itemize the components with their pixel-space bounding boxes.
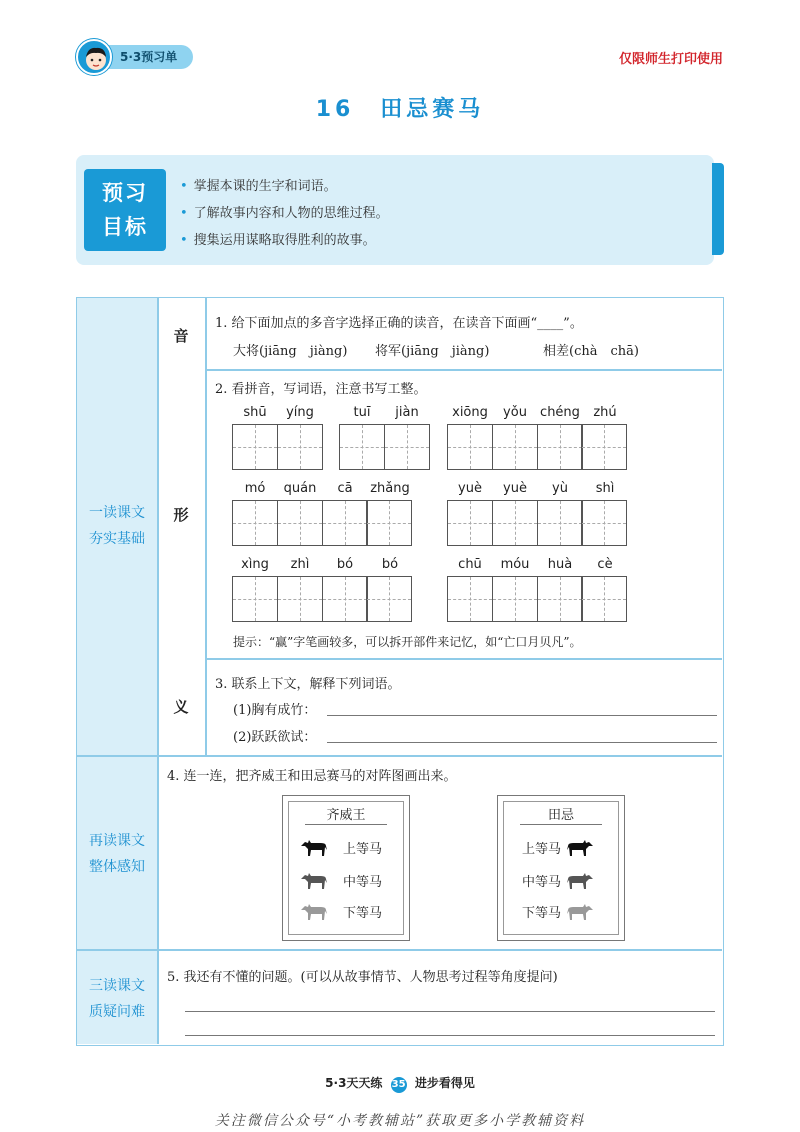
horse-card-qi — [282, 795, 410, 941]
goal-badge — [84, 169, 166, 251]
goal-item — [180, 227, 389, 254]
goal-item-text: 了解故事内容和人物的思维过程。 — [193, 206, 389, 221]
writing-cell[interactable] — [232, 576, 278, 622]
page-footer — [0, 1074, 800, 1093]
horse-label: 上等马 — [343, 841, 383, 857]
divider — [205, 658, 722, 660]
writing-cell[interactable] — [322, 500, 368, 546]
section-label-line: 一读课文 — [89, 505, 145, 521]
bullet-icon: • — [180, 179, 188, 194]
pinyin: quán — [283, 481, 317, 496]
horse-row[interactable] — [522, 900, 595, 922]
pinyin: xìng — [241, 557, 269, 572]
pinyin: yuè — [458, 481, 482, 496]
card-title: 田忌 — [547, 808, 574, 823]
pinyin: zhǎng — [370, 481, 410, 496]
wechat-watermark: 关注微信公众号“小考教辅站”获取更多小学教辅资料 — [214, 1113, 586, 1129]
sub-label-meaning: 义 — [173, 698, 189, 716]
goal-item — [180, 200, 389, 227]
horse-black-icon — [299, 836, 329, 858]
pinyin: mó — [244, 481, 266, 496]
writing-cell[interactable] — [322, 576, 368, 622]
pinyin: shì — [595, 481, 615, 496]
horse-label: 下等马 — [343, 905, 383, 921]
section-label-line: 三读课文 — [89, 978, 145, 994]
pinyin: xiōng — [452, 405, 488, 420]
horse-light-icon — [299, 900, 329, 922]
q1-option[interactable]: 将军(jiāng jiàng) — [375, 344, 490, 359]
bullet-icon: • — [180, 206, 188, 221]
char-box-group[interactable] — [232, 576, 412, 622]
horse-row[interactable] — [299, 869, 382, 891]
card-title: 齐威王 — [326, 808, 366, 823]
divider — [205, 298, 207, 755]
section-label-line: 整体感知 — [89, 859, 145, 875]
q1-option[interactable]: 相差(chà chā) — [543, 344, 639, 359]
pinyin: bó — [336, 557, 354, 572]
card-rule — [305, 824, 387, 825]
section-label-read3 — [77, 973, 157, 1025]
pinyin: yíng — [286, 405, 314, 420]
goal-list — [180, 173, 389, 254]
question-3: 3. 联系上下文，解释下列词语。 — [215, 677, 401, 692]
horse-label: 中等马 — [522, 874, 562, 890]
pinyin: tuī — [353, 405, 371, 420]
goal-badge-line1: 预习 — [102, 181, 148, 205]
pinyin: shū — [243, 405, 267, 420]
series-label: 5·3预习单 — [102, 45, 193, 69]
pinyin: bó — [381, 557, 399, 572]
q3-item: (2)跃跃欲试： — [233, 730, 317, 745]
writing-cell[interactable] — [277, 424, 323, 470]
writing-cell[interactable] — [447, 424, 493, 470]
bullet-icon: • — [180, 233, 188, 248]
writing-cell[interactable] — [277, 576, 323, 622]
horse-label: 中等马 — [343, 874, 383, 890]
horse-row[interactable] — [299, 836, 382, 858]
hint-text: 提示：“赢”字笔画较多，可以拆开部件来记忆，如“亡口月贝凡”。 — [233, 635, 582, 649]
writing-cell[interactable] — [492, 576, 538, 622]
goal-item — [180, 173, 389, 200]
divider — [77, 755, 722, 757]
answer-line[interactable] — [185, 1035, 715, 1036]
pinyin: chéng — [540, 405, 580, 420]
writing-cell[interactable] — [537, 424, 583, 470]
writing-cell[interactable] — [384, 424, 430, 470]
section-label-read2 — [77, 828, 157, 880]
footer-slogan: 进步看得见 — [414, 1076, 475, 1090]
char-box-group[interactable] — [232, 424, 323, 470]
pinyin: zhì — [290, 557, 310, 572]
pinyin: yuè — [503, 481, 527, 496]
divider — [77, 949, 722, 951]
writing-cell[interactable] — [581, 500, 627, 546]
pinyin: móu — [500, 557, 530, 572]
divider — [157, 298, 159, 1044]
char-box-group[interactable] — [232, 500, 412, 546]
goal-item-text: 掌握本课的生字和词语。 — [193, 179, 337, 194]
goal-badge-line2: 目标 — [102, 215, 148, 239]
writing-cell[interactable] — [366, 576, 412, 622]
horse-light-icon — [565, 900, 595, 922]
horse-gray-icon — [565, 869, 595, 891]
card-rule — [520, 824, 602, 825]
writing-cell[interactable] — [537, 500, 583, 546]
writing-cell[interactable] — [232, 424, 278, 470]
pinyin: jiàn — [395, 405, 419, 420]
section-label-read1 — [77, 500, 157, 552]
pinyin: cā — [337, 481, 353, 496]
char-box-group[interactable] — [447, 576, 627, 622]
q3-item: (1)胸有成竹： — [233, 703, 317, 718]
writing-cell[interactable] — [537, 576, 583, 622]
sub-label-shape: 形 — [173, 506, 189, 524]
writing-cell[interactable] — [447, 576, 493, 622]
writing-cell[interactable] — [447, 500, 493, 546]
horse-label: 上等马 — [522, 841, 562, 857]
footer-series: 5·3天天练 — [325, 1076, 383, 1090]
question-2: 2. 看拼音，写词语，注意书写工整。 — [215, 382, 427, 397]
goal-panel-tab — [712, 163, 724, 255]
question-1: 1. 给下面加点的多音字选择正确的读音，在读音下面画“____”。 — [215, 316, 583, 331]
answer-line[interactable] — [327, 742, 717, 743]
horse-row[interactable] — [522, 869, 595, 891]
writing-cell[interactable] — [581, 576, 627, 622]
section-label-line: 质疑问难 — [89, 1004, 145, 1020]
goal-item-text: 搜集运用谋略取得胜利的故事。 — [193, 233, 376, 248]
preview-goals-panel — [76, 155, 714, 265]
worksheet-grid — [76, 297, 724, 1046]
horse-row[interactable] — [522, 836, 595, 858]
writing-cell[interactable] — [339, 424, 385, 470]
char-box-group[interactable] — [447, 424, 627, 470]
section-label-line: 再读课文 — [89, 833, 145, 849]
pinyin: cè — [597, 557, 613, 572]
question-5: 5. 我还有不懂的问题。(可以从故事情节、人物思考过程等角度提问) — [167, 970, 558, 985]
horse-card-tianji — [497, 795, 625, 941]
answer-line[interactable] — [327, 715, 717, 716]
question-4: 4. 连一连，把齐威王和田忌赛马的对阵图画出来。 — [167, 769, 457, 784]
writing-cell[interactable] — [581, 424, 627, 470]
pinyin: yù — [552, 481, 568, 496]
divider — [205, 369, 722, 371]
writing-cell[interactable] — [492, 424, 538, 470]
pinyin: yǒu — [503, 405, 527, 420]
writing-cell[interactable] — [366, 500, 412, 546]
series-badge — [76, 40, 193, 74]
section-label-line: 夯实基础 — [89, 531, 145, 547]
writing-cell[interactable] — [232, 500, 278, 546]
section-column — [77, 298, 157, 1044]
writing-cell[interactable] — [492, 500, 538, 546]
pinyin: huà — [547, 557, 573, 572]
pinyin: zhú — [593, 405, 617, 420]
student-avatar-icon — [76, 39, 112, 75]
answer-line[interactable] — [185, 1011, 715, 1012]
horse-gray-icon — [299, 869, 329, 891]
writing-cell[interactable] — [277, 500, 323, 546]
page-number: 35 — [391, 1077, 407, 1093]
char-box-group[interactable] — [447, 500, 627, 546]
horse-label: 下等马 — [522, 905, 562, 921]
pinyin: chū — [458, 557, 482, 572]
horse-row[interactable] — [299, 900, 382, 922]
horse-black-icon — [565, 836, 595, 858]
print-note: 仅限师生打印使用 — [618, 52, 723, 67]
lesson-title: 16 田忌赛马 — [315, 97, 485, 122]
char-box-group[interactable] — [339, 424, 430, 470]
sub-label-sound: 音 — [173, 327, 189, 345]
q1-option[interactable]: 大将(jiāng jiàng) — [233, 344, 348, 359]
